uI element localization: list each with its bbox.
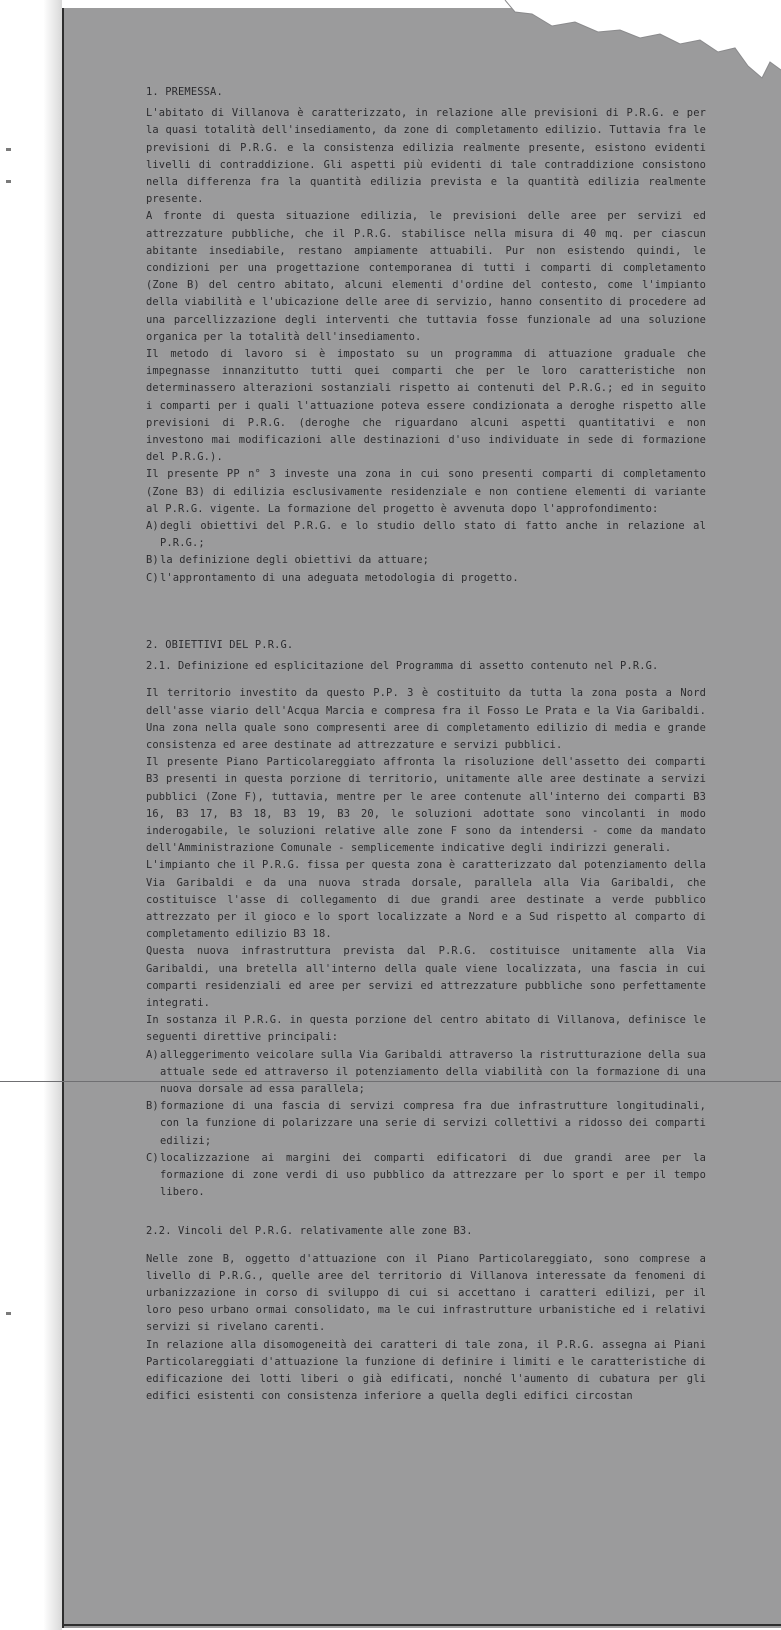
list-item-text: la definizione degli obiettivi da attuare; <box>160 554 430 567</box>
section-1-list <box>146 518 706 587</box>
section-1-paragraph: A fronte di questa situazione edilizia, le previsioni delle aree per servizi ed attrezzature pubbliche, che il P.R.G. stabilisce nella misura di 40 mq. per ciascun abitante insediabile, restano ampiamente attuabili. Pur non esistendo quindi, le condizioni per una progettazione contemporanea di tutti i comparti di completamento (Zone B) del centro abitato, alcuni elementi d'ordine del contesto, come l'impianto della viabilità e l'ubicazione delle aree di servizio, hanno consentito di procedere ad una parcellizzazione degli interventi che tuttavia fosse funzionale ad una soluzione organica per la totalità dell'insediamento. <box>146 210 706 343</box>
section-1-paragraph: L'abitato di Villanova è caratterizzato, in relazione alle previsioni di P.R.G. e per la quasi totalità dell'insediamento, da zone di completamento edilizio. Tuttavia fra le previsioni di P.R.G. e la consistenza edilizia realmente presente, esistono evidenti livelli di contraddizione. Gli aspetti più evidenti di tale contraddizione consistono nella differenza fra la quantità edilizia prevista e la quantità edilizia realmente presente. <box>146 107 706 206</box>
edge-mark <box>6 148 11 151</box>
section-2-1-heading: 2.1. Definizione ed esplicitazione del Programma di assetto contenuto nel P.R.G. <box>146 660 659 673</box>
section-2-2-heading: 2.2. Vincoli del P.R.G. relativamente alle zone B3. <box>146 1225 473 1238</box>
list-item-label: A) <box>146 520 159 533</box>
section-2-1-paragraph: Il presente Piano Particolareggiato affronta la risoluzione dell'assetto dei comparti B3 presenti in questa porzione di territorio, unitamente alle aree destinate a servizi pubblici (Zone F), tuttavia, mentre per le aree contenute all'interno dei comparti B3 16, B3 17, B3 18, B3 19, B3 20, le soluzioni adottate sono vincolanti in modo inderogabile, le soluzioni relative alle zone F sono da intendersi - come da mandato dell'Amministrazione Comunale - semplicemente indicative degli indirizzi generali. <box>146 756 706 855</box>
section-2-1-list <box>146 1047 706 1202</box>
section-1-heading: 1. PREMESSA. <box>146 86 223 98</box>
list-item-label: A) <box>146 1048 159 1061</box>
sheet-bottom-edge <box>62 1624 781 1626</box>
section-2-1-paragraph: In sostanza il P.R.G. in questa porzione del centro abitato di Villanova, definisce le seguenti direttive principali: <box>146 1014 706 1044</box>
list-item-label: C) <box>146 1151 159 1164</box>
list-item-label: B) <box>146 554 159 567</box>
list-item <box>146 570 706 587</box>
section-1-paragraph: Il presente PP n° 3 investe una zona in cui sono presenti comparti di completamento (Zone B3) di edilizia esclusivamente residenziale e non contiene elementi di variante al P.R.G. vigente. La formazione del progetto è avvenuta dopo l'approfondimento: <box>146 468 706 515</box>
list-item-text: localizzazione ai margini dei comparti edificatori di due grandi aree per la formazione di zone verdi di uso pubblico da attrezzare per lo sport e per il tempo libero. <box>160 1151 706 1199</box>
edge-mark <box>6 180 11 183</box>
list-item-label: B) <box>146 1100 159 1113</box>
edge-mark <box>6 1312 11 1315</box>
section-2-1-paragraph: Il territorio investito da questo P.P. 3 è costituito da tutta la zona posta a Nord dell'asse viario dell'Acqua Marcia e compresa fra il Fosso Le Prata e la Via Garibaldi. Una zona nella quale sono compresenti aree di completamento edilizio di media e grande consistenza ed aree destinate ad attrezzature e servizi pubblici. <box>146 687 706 751</box>
list-item <box>146 1047 706 1099</box>
section-1-paragraph: Il metodo di lavoro si è impostato su un programma di attuazione graduale che impegnasse innanzitutto tutti quei comparti che per le loro caratteristiche non determinassero alterazioni sostanziali rispetto ai contenuti del P.R.G.; ed in seguito i comparti per i quali l'attuazione poteva essere condizionata a deroghe rispetto alle previsioni di P.R.G. (deroghe che riguardano alcuni aspetti quantitativi e non investono mai modificazioni alle destinazioni d'uso individuate in sede di formazione del P.R.G.). <box>146 348 706 464</box>
list-item <box>146 552 706 569</box>
section-2-1-paragraph: Questa nuova infrastruttura prevista dal P.R.G. costituisce unitamente alla Via Garibaldi, una bretella all'interno della quale viene localizzata, una fascia in cui comparti residenziali ed aree per servizi ed attrezzature pubbliche sono perfettamente integrati. <box>146 945 706 1009</box>
page-margin <box>0 0 62 1630</box>
section-2-1-paragraph: L'impianto che il P.R.G. fissa per questa zona è caratterizzato dal potenziamento della Via Garibaldi e da una nuova strada dorsale, parallela alla Via Garibaldi, che costituisce l'asse di collegamento di due grandi aree destinate a verde pubblico attrezzato per il gioco e lo sport localizzate a Nord e a Sud rispetto al comparto di completamento edilizio B3 18. <box>146 859 706 941</box>
list-item <box>146 518 706 552</box>
list-item <box>146 1098 706 1150</box>
document-body <box>146 84 706 1405</box>
list-item-text: degli obiettivi del P.R.G. e lo studio dello stato di fatto anche in relazione al P.R.G.; <box>160 520 706 550</box>
section-2-2-paragraph: Nelle zone B, oggetto d'attuazione con il Piano Particolareggiato, sono comprese a livello di P.R.G., quelle aree del territorio di Villanova interessate da fenomeni di urbanizzazione in corso di sviluppo di cui si accettano i caratteri edilizi, per il loro peso urbano ormai consolidato, ma le cui infrastrutture urbanistiche ed i relativi servizi si rivelano carenti. <box>146 1252 706 1334</box>
list-item <box>146 1150 706 1202</box>
section-2-heading: 2. OBIETTIVI DEL P.R.G. <box>146 638 294 651</box>
list-item-text: alleggerimento veicolare sulla Via Garibaldi attraverso la ristrutturazione della sua attuale sede ed attraverso il potenziamento della viabilità con la formazione di una nuova dorsale ad essa parallela; <box>160 1048 706 1095</box>
section-2-2-paragraph: In relazione alla disomogeneità dei caratteri di tale zona, il P.R.G. assegna ai Piani Particolareggiati d'attuazione la funzione di definire i limiti e le caratteristiche di edificazione dei lotti liberi o già edificati, nonché l'aumento di cubatura per gli edifici esistenti con consistenza inferiore a quella degli edifici circostan <box>146 1338 706 1403</box>
list-item-text: l'approntamento di una adeguata metodologia di progetto. <box>160 571 519 584</box>
list-item-text: formazione di una fascia di servizi compresa fra due infrastrutture longitudinali, con la funzione di polarizzare una serie di servizi collettivi a ridosso dei comparti edilizi; <box>160 1100 706 1147</box>
list-item-label: C) <box>146 571 159 584</box>
